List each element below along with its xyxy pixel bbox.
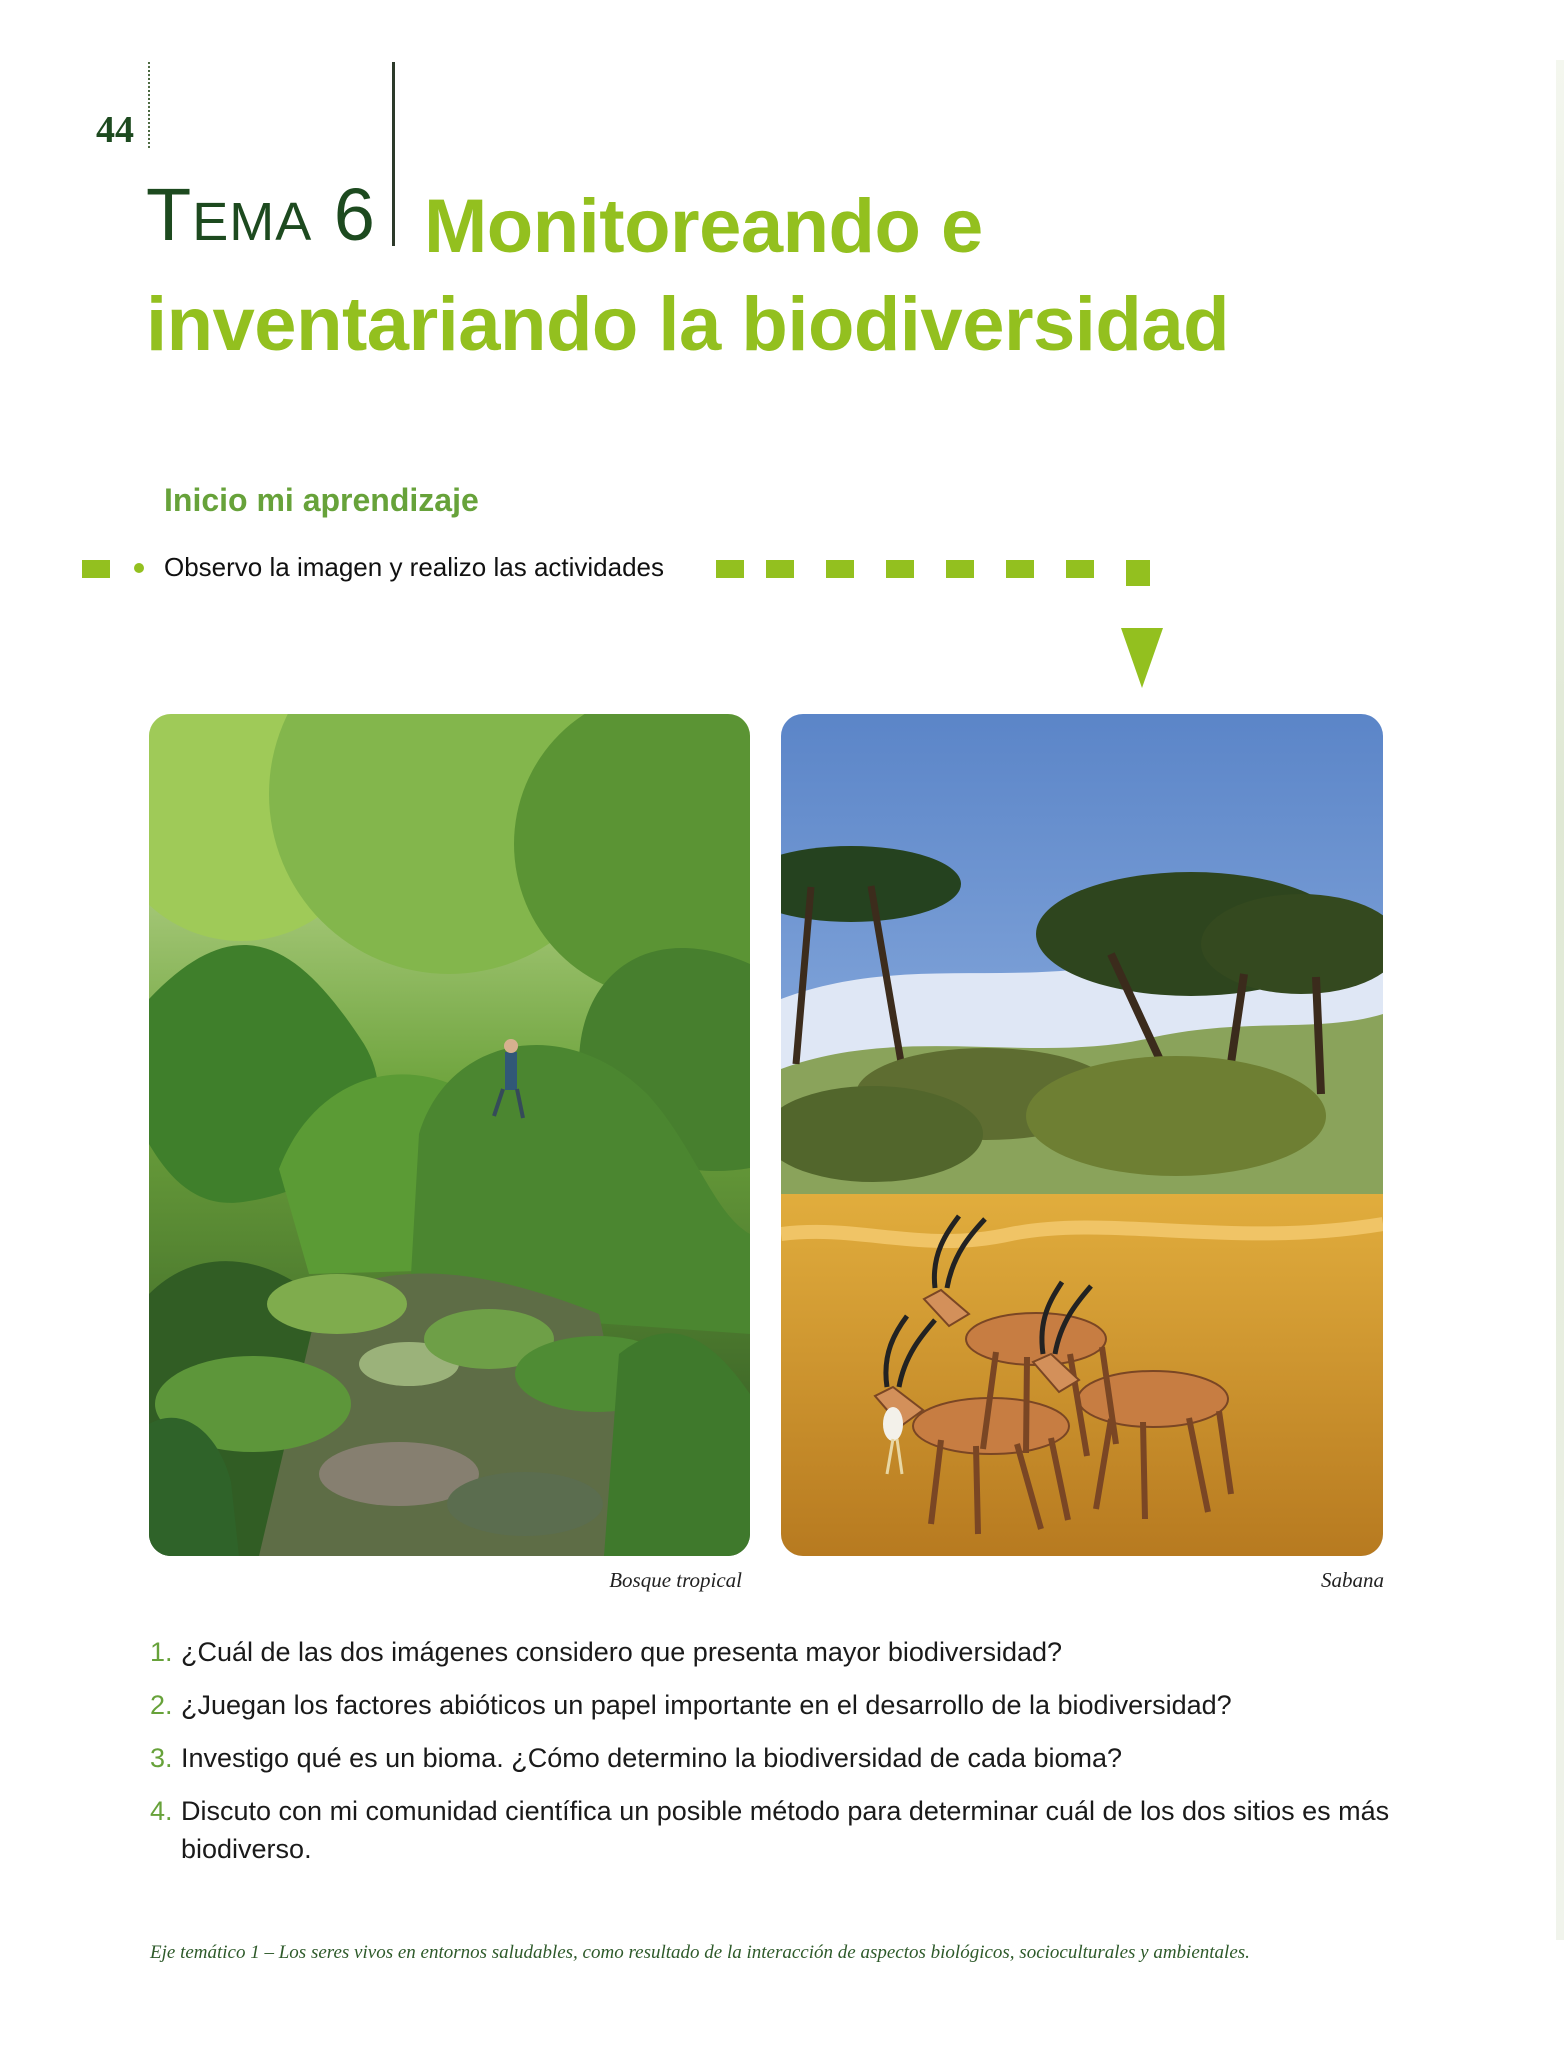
- question-item: [150, 1633, 1400, 1671]
- question-text: Investigo qué es un bioma. ¿Cómo determino la biodiversidad de cada bioma?: [181, 1743, 1123, 1773]
- question-item: [150, 1686, 1400, 1724]
- down-arrow-icon: [1121, 628, 1163, 688]
- question-text: ¿Juegan los factores abióticos un papel importante en el desarrollo de la biodiversidad?: [181, 1690, 1232, 1720]
- page-title: Monitoreando e inventariando la biodiversidad: [146, 184, 1230, 367]
- tropical-forest-illustration: [149, 714, 750, 1556]
- thematic-axis-footer: Eje temático 1 – Los seres vivos en entornos saludables, como resultado de la interacción de aspectos biológicos, socioculturales y ambientales.: [150, 1942, 1250, 1963]
- savanna-caption: Sabana: [1321, 1568, 1384, 1592]
- section-heading: Inicio mi aprendizaje: [164, 482, 479, 518]
- question-item: [150, 1792, 1400, 1868]
- forest-caption: Bosque tropical: [609, 1568, 742, 1592]
- bullet-icon: [134, 563, 144, 573]
- instruction-marker: [82, 560, 110, 578]
- theme-label-initial: T: [146, 173, 193, 256]
- dash-connector: [1066, 560, 1094, 578]
- tropical-forest-image: [149, 714, 750, 1556]
- dash-connector: [946, 560, 974, 578]
- question-text: Discuto con mi comunidad científica un posible método para determinar cuál de los dos sitios es más biodiverso.: [181, 1796, 1390, 1864]
- theme-number: 6: [333, 173, 376, 256]
- dash-connector: [826, 560, 854, 578]
- theme-label-rest: EMA: [192, 192, 313, 252]
- savanna-image: [781, 714, 1383, 1556]
- dash-connector: [716, 560, 744, 578]
- page-edge-shadow: [1556, 60, 1564, 1940]
- activity-questions-list: [150, 1633, 1400, 1883]
- dash-connector: [1006, 560, 1034, 578]
- dash-connector: [766, 560, 794, 578]
- question-number: 4.: [150, 1796, 173, 1826]
- page-number: 44: [96, 109, 134, 151]
- page-number-divider: [148, 62, 150, 148]
- question-number: 3.: [150, 1743, 173, 1773]
- question-text: ¿Cuál de las dos imágenes considero que presenta mayor biodiversidad?: [181, 1637, 1063, 1667]
- dash-corner: [1126, 560, 1150, 586]
- activity-instruction: Observo la imagen y realizo las actividades: [164, 552, 665, 582]
- question-item: [150, 1739, 1400, 1777]
- question-number: 1.: [150, 1637, 173, 1667]
- question-number: 2.: [150, 1690, 173, 1720]
- dash-connector: [886, 560, 914, 578]
- savanna-illustration: [781, 714, 1383, 1556]
